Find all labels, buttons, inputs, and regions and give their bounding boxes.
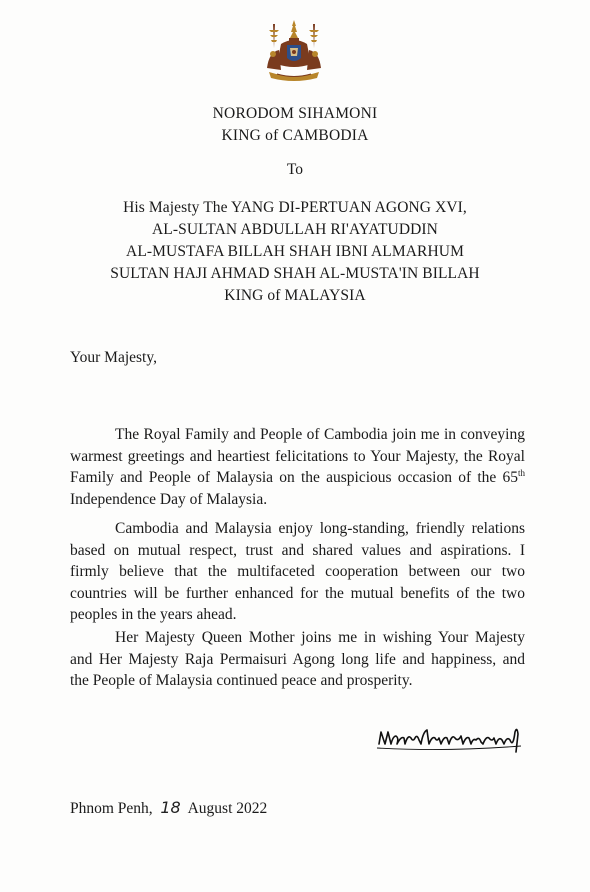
paragraph-wishes [70,627,525,692]
sender-block [0,103,590,147]
paragraph-line: warmest greetings and heartiest felicitations to Your Majesty, the Royal [70,447,525,465]
recipient-line: His Majesty The YANG DI-PERTUAN AGONG XVI, [123,199,467,216]
paragraph-line [70,467,525,489]
sender-title: KING of CAMBODIA [221,127,369,144]
royal-crest-icon [259,18,329,84]
to-label: To [286,161,304,178]
month-year-text: August 2022 [187,800,268,817]
handwritten-signature-icon [375,718,525,754]
paragraph-line: Independence Day of Malaysia. [70,490,268,508]
ordinal-suffix: th [517,468,525,478]
paragraph-line: Her Majesty Queen Mother joins me in wishing Your Majesty [115,629,525,646]
salutation: Your Majesty, [70,349,157,366]
paragraph-line: countries will be further enhanced for the mutual benefits of the two [70,584,525,602]
paragraph-line: peoples in the years ahead. [70,606,237,623]
paragraph-line: firmly believe that the multifaceted cooperation between our two [70,563,525,580]
handwritten-day: 18 [160,798,181,817]
recipient-line: KING of MALAYSIA [224,287,366,304]
paragraph-relations [70,518,525,626]
place-text: Phnom Penh, [70,800,153,817]
sender-name: NORODOM SIHAMONI [212,105,378,122]
paragraph-line: the People of Malaysia continued peace and prosperity. [70,672,413,689]
recipient-block [0,197,590,307]
paragraph-line: and Her Majesty Raja Permaisuri Agong long life and happiness, and [70,650,525,668]
paragraph-line: Cambodia and Malaysia enjoy long-standing, friendly relations [115,520,525,537]
recipient-line: SULTAN HAJI AHMAD SHAH AL-MUSTA'IN BILLAH [110,265,480,282]
date-line [70,798,267,818]
paragraph-line-text: Family and People of Malaysia on the auspicious occasion of the 65 [70,469,518,486]
paragraph-line: The Royal Family and People of Cambodia join me in conveying [115,426,525,443]
recipient-line: AL-MUSTAFA BILLAH SHAH IBNI ALMARHUM [126,243,464,260]
paragraph-greetings [70,424,525,510]
recipient-line: AL-SULTAN ABDULLAH RI'AYATUDDIN [152,221,438,238]
paragraph-line: based on mutual respect, trust and shared values and aspirations. I [70,541,525,559]
